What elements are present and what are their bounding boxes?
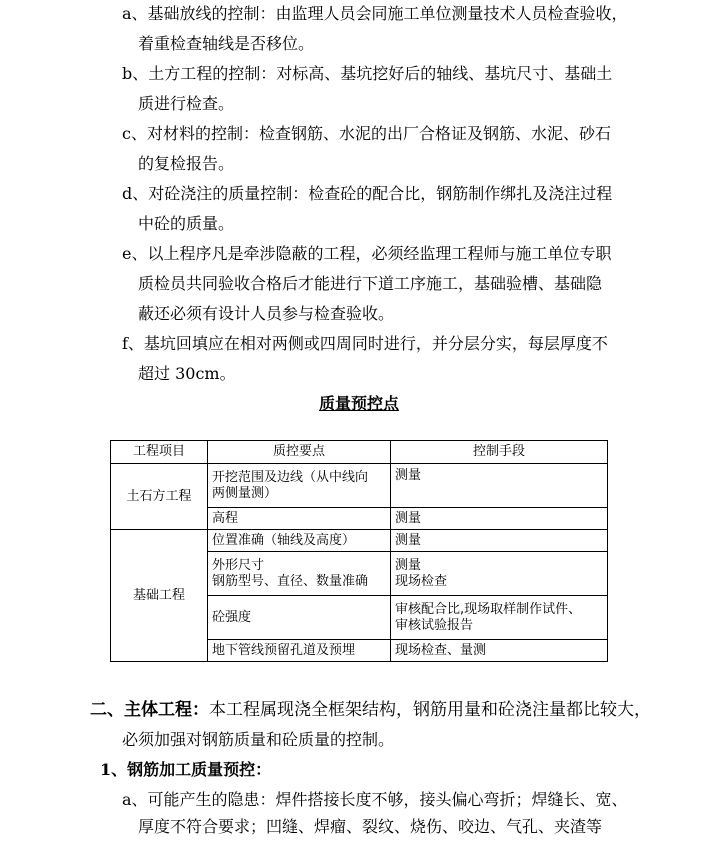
item-b-line2: 质进行检查。 (138, 94, 235, 113)
points-cell (208, 464, 391, 508)
means-cell: 测量 (391, 530, 608, 552)
points-text: 外形尺寸 (212, 557, 265, 573)
item-d-line2: 中砼的质量。 (138, 214, 235, 233)
item-f-line1: f、基坑回填应在相对两侧或四周同时进行，并分层分实，每层厚度不 (122, 334, 608, 353)
project-cell: 土石方工程 (111, 464, 208, 530)
points-cell (208, 552, 391, 596)
points-text: 钢筋型号、直径、数量准确 (212, 573, 369, 589)
header-points: 质控要点 (208, 441, 391, 464)
means-cell: 现场检查、量测 (391, 640, 608, 662)
subsection-heading: 1、钢筋加工质量预控： (100, 760, 272, 779)
points-cell: 砼强度 (208, 596, 391, 640)
item-a2-line1: a、可能产生的隐患：焊件搭接长度不够，接头偏心弯折；焊缝长、宽、 (122, 790, 628, 809)
item-c-line2: 的复检报告。 (138, 154, 235, 173)
means-cell (391, 552, 608, 596)
section2-line1 (90, 700, 651, 720)
means-text: 审核试验报告 (395, 617, 474, 633)
means-cell: 测量 (391, 508, 608, 530)
points-cell: 高程 (208, 508, 391, 530)
points-cell: 位置准确（轴线及高度） (208, 530, 391, 552)
means-cell (391, 464, 608, 508)
section2-line2: 必须加强对钢筋质量和砼质量的控制。 (122, 730, 395, 749)
points-text: 开挖范围及边线（从中线向 (212, 469, 369, 485)
item-f-line2: 超过 30cm。 (138, 364, 236, 383)
item-e-line1: e、以上程序凡是牵涉隐蔽的工程，必须经监理工程师与施工单位专职 (122, 244, 612, 263)
item-d-line1: d、对砼浇注的质量控制：检查砼的配合比，钢筋制作绑扎及浇注过程 (122, 184, 613, 203)
item-a-line1: a、基础放线的控制：由监理人员会同施工单位测量技术人员检查验收， (122, 4, 628, 23)
item-a-line2: 着重检查轴线是否移位。 (138, 34, 315, 53)
means-text: 审核配合比,现场取样制作试件、 (395, 601, 582, 617)
means-text: 测量 (395, 468, 422, 483)
table-header-row (111, 441, 608, 464)
quality-control-table (110, 440, 608, 662)
item-a2-line2: 厚度不符合要求；凹缝、焊瘤、裂纹、烧伤、咬边、气孔、夹渣等 (138, 817, 603, 836)
means-cell (391, 596, 608, 640)
item-c-line1: c、对材料的控制：检查钢筋、水泥的出厂合格证及钢筋、水泥、砂石 (122, 124, 611, 143)
table-row (111, 464, 608, 508)
header-means: 控制手段 (391, 441, 608, 464)
means-text: 现场检查 (395, 573, 448, 589)
item-e-line3: 蔽还必须有设计人员参与检查验收。 (138, 304, 395, 323)
points-cell: 地下管线预留孔道及预埋 (208, 640, 391, 662)
points-text: 两侧量测） (212, 485, 278, 501)
section2-heading: 二、主体工程： (90, 700, 209, 720)
means-text: 测量 (395, 557, 422, 573)
table-row (111, 530, 608, 552)
item-e-line2: 质检员共同验收合格后才能进行下道工序施工，基础验槽、基础隐 (138, 274, 603, 293)
table-title: 质量预控点 (318, 394, 399, 413)
header-project: 工程项目 (111, 441, 208, 464)
project-cell: 基础工程 (111, 530, 208, 662)
section2-text: 本工程属现浇全框架结构，钢筋用量和砼浇注量都比较大， (209, 700, 651, 720)
item-b-line1: b、土方工程的控制：对标高、基坑挖好后的轴线、基坑尺寸、基础土 (122, 64, 613, 83)
